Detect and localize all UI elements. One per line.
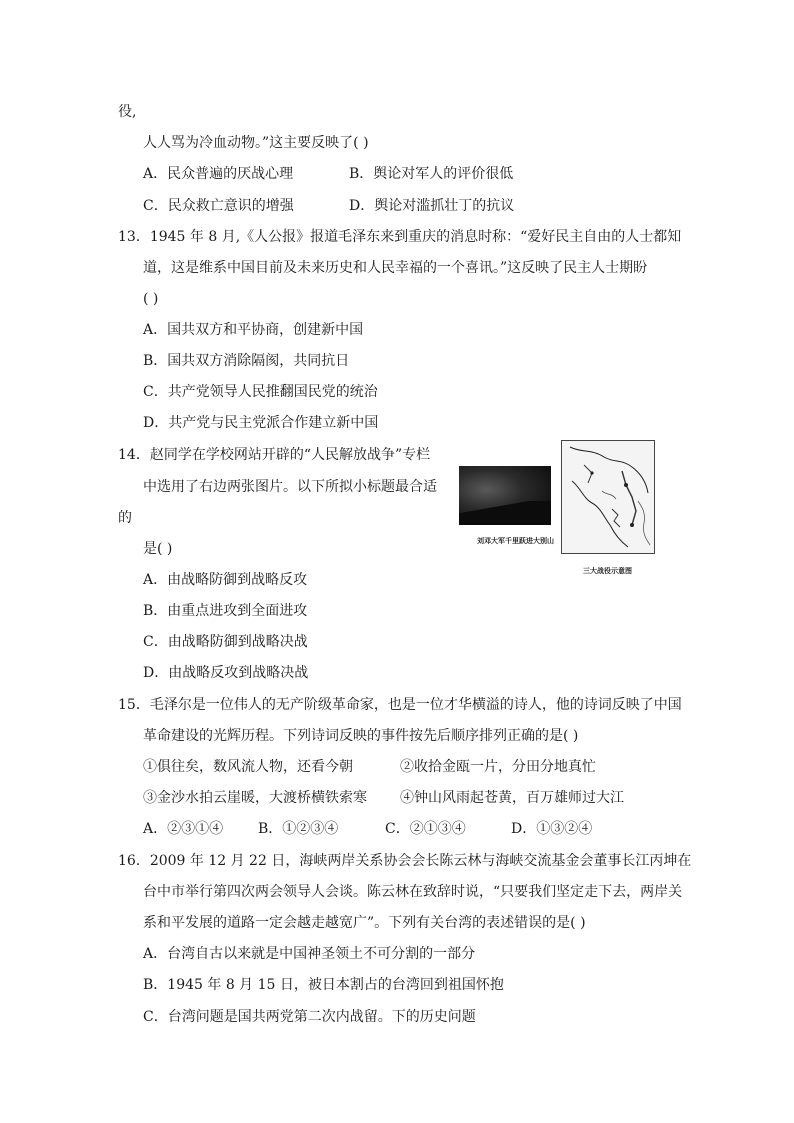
q15-option-c: C．②①③④ bbox=[385, 821, 466, 837]
q16-stem-line-1: 16．2009 年 12 月 22 日，海峡两岸关系协会会长陈云林与海峡交流基金会董事长江丙坤在 bbox=[118, 853, 692, 869]
q15-option-b: B．①②③④ bbox=[258, 821, 339, 837]
map-drawing bbox=[562, 441, 654, 553]
q12-text-line-2: 人人骂为冷血动物。”这主要反映了( ) bbox=[143, 135, 369, 151]
q14-option-a: A．由战略防御到战略反攻 bbox=[143, 572, 308, 588]
q13-answer-blank: ( ) bbox=[143, 291, 159, 307]
q12-option-b: B．舆论对军人的评价很低 bbox=[349, 166, 514, 182]
q14-stem-line-4: 是( ) bbox=[143, 541, 173, 557]
q15-poem-3: ③金沙水拍云崖暖，大渡桥横铁索寒 bbox=[143, 790, 367, 806]
q16-option-b: B．1945 年 8 月 15 日，被日本割占的台湾回到祖国怀抱 bbox=[143, 977, 504, 993]
q13-option-d: D．共产党与民主党派合作建立新中国 bbox=[143, 415, 379, 431]
q12-option-d: D．舆论对滥抓壮丁的抗议 bbox=[349, 198, 515, 214]
photo-ridge bbox=[459, 501, 551, 525]
q14-option-c: C．由战略防御到战略决战 bbox=[143, 634, 308, 650]
q12-text-line-1: 役, bbox=[118, 104, 137, 120]
q13-option-c: C．共产党领导人民推翻国民党的统治 bbox=[143, 384, 378, 400]
q15-stem-line-1: 15．毛泽尔是一位伟人的无产阶级革命家，也是一位才华横溢的诗人，他的诗词反映了中国 bbox=[118, 697, 682, 713]
march-photo bbox=[459, 466, 551, 525]
photo-caption: 刘邓大军千里跃进大别山 bbox=[477, 537, 554, 545]
q13-stem-line-1: 13．1945 年 8 月,《人公报》报道毛泽东来到重庆的消息时称：“爱好民主自由的人士都知 bbox=[118, 229, 682, 245]
q16-option-c: C．台湾问题是国共两党第二次内战留。下的历史问题 bbox=[143, 1009, 476, 1025]
q15-poem-4: ④钟山风雨起苍黄，百万雄师过大江 bbox=[400, 790, 624, 806]
q15-poem-1: ①俱往矣，数风流人物，还看今朝 bbox=[143, 759, 353, 775]
q15-stem-line-2: 革命建设的光辉历程。下列诗词反映的事件按先后顺序排列正确的是( ) bbox=[143, 728, 579, 744]
q15-poem-2: ②收拾金瓯一片，分田分地真忙 bbox=[400, 759, 596, 775]
q13-stem-line-2: 道，这是维系中国目前及未来历史和人民幸福的一个喜讯。”这反映了民主人士期盼 bbox=[143, 260, 648, 276]
q14-option-b: B．由重点进攻到全面进攻 bbox=[143, 603, 308, 619]
q12-option-a: A．民众普遍的厌战心理 bbox=[143, 166, 294, 182]
q13-option-b: B．国共双方消除隔阂，共同抗日 bbox=[143, 353, 350, 369]
q12-option-c: C．民众救亡意识的增强 bbox=[143, 198, 294, 214]
q16-stem-line-2: 台中市举行第四次两会领导人会谈。陈云林在致辞时说，“只要我们坚定走下去，两岸关 bbox=[143, 884, 683, 900]
q14-stem-line-2: 中选用了右边两张图片。以下所拟小标题最合适 bbox=[143, 479, 437, 495]
q13-option-a: A．国共双方和平协商，创建新中国 bbox=[143, 322, 364, 338]
q16-stem-line-3: 系和平发展的道路一定会越走越宽广”。下列有关台湾的表述错误的是( ) bbox=[143, 915, 586, 931]
q15-option-a: A．②③①④ bbox=[143, 821, 224, 837]
q14-stem-line-1: 14．赵同学在学校网站开辟的“人民解放战争”专栏 bbox=[118, 447, 431, 463]
q16-option-a: A．台湾自古以来就是中国神圣领土不可分割的一部分 bbox=[143, 946, 476, 962]
q14-option-d: D．由战略反攻到战略决战 bbox=[143, 665, 309, 681]
q15-option-d: D．①③②④ bbox=[511, 821, 593, 837]
q14-stem-line-3: 的 bbox=[118, 510, 132, 526]
campaign-map bbox=[561, 440, 655, 554]
map-caption: 三大战役示意图 bbox=[583, 567, 632, 575]
